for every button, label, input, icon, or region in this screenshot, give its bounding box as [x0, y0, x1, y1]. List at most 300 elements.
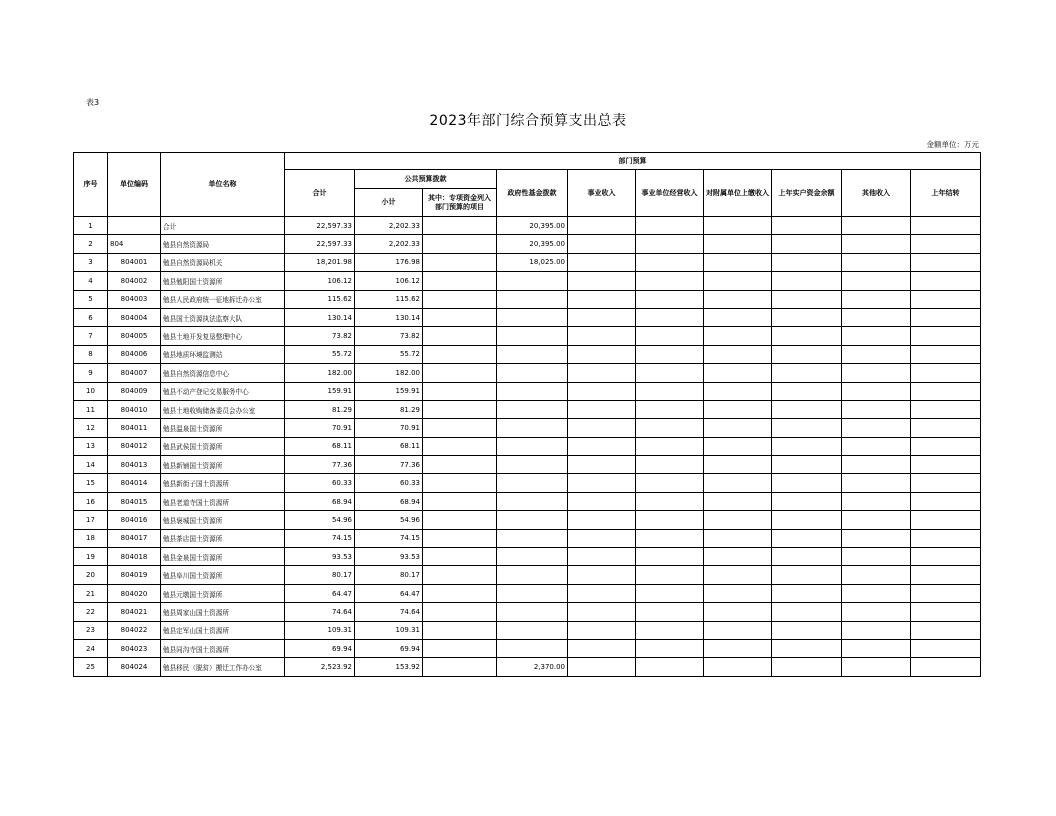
cell-subtotal: 81.29	[355, 400, 423, 418]
cell-business-income	[568, 621, 636, 639]
cell-unit-code: 804012	[108, 437, 161, 455]
cell-seq: 24	[74, 639, 108, 657]
cell-special-funds	[423, 529, 497, 547]
cell-unit-name: 勉县自然资源信息中心	[161, 364, 285, 382]
cell-unit-code: 804004	[108, 308, 161, 326]
cell-gov-fund: 20,395.00	[497, 217, 568, 235]
cell-prior-carryover	[911, 290, 981, 308]
cell-seq: 21	[74, 584, 108, 602]
cell-business-income	[568, 364, 636, 382]
cell-business-income	[568, 474, 636, 492]
cell-seq: 10	[74, 382, 108, 400]
cell-unit-name: 勉县自然资源局机关	[161, 253, 285, 271]
cell-total: 93.53	[285, 548, 355, 566]
cell-unit-name: 勉县阜川国土资源所	[161, 566, 285, 584]
cell-business-operating	[636, 511, 704, 529]
header-other-income: 其他收入	[842, 170, 911, 217]
cell-seq: 19	[74, 548, 108, 566]
cell-business-operating	[636, 566, 704, 584]
cell-special-funds	[423, 474, 497, 492]
cell-unit-name: 勉县新铺国土资源所	[161, 456, 285, 474]
cell-other-income	[842, 364, 911, 382]
cell-prior-year-balance	[772, 400, 842, 418]
cell-prior-carryover	[911, 217, 981, 235]
cell-total: 70.91	[285, 419, 355, 437]
cell-seq: 22	[74, 603, 108, 621]
cell-prior-carryover	[911, 308, 981, 326]
cell-unit-code	[108, 217, 161, 235]
cell-subtotal: 2,202.33	[355, 217, 423, 235]
cell-affiliated-income	[704, 621, 772, 639]
cell-special-funds	[423, 272, 497, 290]
cell-unit-code: 804007	[108, 364, 161, 382]
cell-unit-name: 勉县武侯国土资源所	[161, 437, 285, 455]
cell-unit-name: 勉县移民（脱贫）搬迁工作办公室	[161, 658, 285, 676]
cell-affiliated-income	[704, 364, 772, 382]
cell-affiliated-income	[704, 566, 772, 584]
cell-unit-code: 804013	[108, 456, 161, 474]
cell-prior-carryover	[911, 621, 981, 639]
cell-prior-year-balance	[772, 584, 842, 602]
cell-gov-fund	[497, 511, 568, 529]
cell-other-income	[842, 456, 911, 474]
cell-unit-name: 勉县温泉国土资源所	[161, 419, 285, 437]
table-row	[74, 364, 981, 382]
cell-total: 130.14	[285, 308, 355, 326]
cell-special-funds	[423, 639, 497, 657]
cell-gov-fund: 20,395.00	[497, 235, 568, 253]
cell-business-operating	[636, 639, 704, 657]
cell-affiliated-income	[704, 456, 772, 474]
cell-subtotal: 60.33	[355, 474, 423, 492]
cell-prior-year-balance	[772, 235, 842, 253]
cell-subtotal: 73.82	[355, 327, 423, 345]
cell-affiliated-income	[704, 327, 772, 345]
cell-gov-fund	[497, 474, 568, 492]
cell-prior-year-balance	[772, 217, 842, 235]
cell-prior-year-balance	[772, 327, 842, 345]
header-prior-year-balance: 上年实户资金余额	[772, 170, 842, 217]
cell-prior-year-balance	[772, 382, 842, 400]
cell-affiliated-income	[704, 437, 772, 455]
cell-business-operating	[636, 382, 704, 400]
cell-unit-name: 勉县人民政府统一征地拆迁办公室	[161, 290, 285, 308]
cell-other-income	[842, 382, 911, 400]
cell-subtotal: 130.14	[355, 308, 423, 326]
header-prior-carryover: 上年结转	[911, 170, 981, 217]
cell-affiliated-income	[704, 584, 772, 602]
header-seq: 序号	[74, 153, 108, 217]
cell-prior-year-balance	[772, 419, 842, 437]
cell-prior-carryover	[911, 511, 981, 529]
cell-total: 2,523.92	[285, 658, 355, 676]
table-row	[74, 400, 981, 418]
cell-unit-name: 勉县勉阳国土资源所	[161, 272, 285, 290]
cell-prior-year-balance	[772, 308, 842, 326]
cell-prior-carryover	[911, 658, 981, 676]
cell-business-income	[568, 658, 636, 676]
cell-gov-fund: 18,025.00	[497, 253, 568, 271]
cell-affiliated-income	[704, 253, 772, 271]
table-row	[74, 345, 981, 363]
cell-special-funds	[423, 382, 497, 400]
cell-prior-year-balance	[772, 548, 842, 566]
cell-business-income	[568, 566, 636, 584]
cell-total: 68.94	[285, 492, 355, 510]
cell-unit-name: 勉县自然资源局	[161, 235, 285, 253]
cell-unit-code: 804020	[108, 584, 161, 602]
cell-other-income	[842, 253, 911, 271]
cell-prior-carryover	[911, 566, 981, 584]
cell-subtotal: 176.98	[355, 253, 423, 271]
cell-other-income	[842, 272, 911, 290]
cell-total: 182.00	[285, 364, 355, 382]
cell-unit-name: 勉县老道寺国土资源所	[161, 492, 285, 510]
cell-subtotal: 54.96	[355, 511, 423, 529]
cell-gov-fund	[497, 272, 568, 290]
cell-affiliated-income	[704, 511, 772, 529]
cell-gov-fund	[497, 327, 568, 345]
cell-prior-carryover	[911, 272, 981, 290]
cell-total: 109.31	[285, 621, 355, 639]
cell-prior-year-balance	[772, 492, 842, 510]
cell-other-income	[842, 308, 911, 326]
cell-affiliated-income	[704, 345, 772, 363]
cell-unit-name: 勉县新街子国土资源所	[161, 474, 285, 492]
cell-special-funds	[423, 290, 497, 308]
cell-special-funds	[423, 308, 497, 326]
cell-special-funds	[423, 364, 497, 382]
cell-business-income	[568, 419, 636, 437]
cell-business-income	[568, 290, 636, 308]
cell-other-income	[842, 658, 911, 676]
cell-affiliated-income	[704, 400, 772, 418]
cell-gov-fund	[497, 364, 568, 382]
cell-affiliated-income	[704, 529, 772, 547]
cell-prior-carryover	[911, 235, 981, 253]
cell-business-operating	[636, 308, 704, 326]
cell-other-income	[842, 217, 911, 235]
table-row	[74, 511, 981, 529]
cell-subtotal: 115.62	[355, 290, 423, 308]
cell-other-income	[842, 603, 911, 621]
cell-business-operating	[636, 217, 704, 235]
cell-special-funds	[423, 419, 497, 437]
cell-subtotal: 77.36	[355, 456, 423, 474]
cell-prior-year-balance	[772, 511, 842, 529]
cell-gov-fund	[497, 492, 568, 510]
cell-unit-code: 804011	[108, 419, 161, 437]
cell-business-income	[568, 217, 636, 235]
cell-subtotal: 55.72	[355, 345, 423, 363]
cell-unit-code: 804014	[108, 474, 161, 492]
cell-business-income	[568, 492, 636, 510]
cell-subtotal: 64.47	[355, 584, 423, 602]
header-subtotal: 小计	[355, 189, 423, 217]
cell-subtotal: 80.17	[355, 566, 423, 584]
cell-other-income	[842, 290, 911, 308]
cell-gov-fund	[497, 290, 568, 308]
cell-affiliated-income	[704, 639, 772, 657]
cell-other-income	[842, 492, 911, 510]
cell-unit-code: 804003	[108, 290, 161, 308]
cell-seq: 17	[74, 511, 108, 529]
cell-unit-code: 804018	[108, 548, 161, 566]
cell-subtotal: 70.91	[355, 419, 423, 437]
cell-other-income	[842, 621, 911, 639]
cell-seq: 20	[74, 566, 108, 584]
cell-prior-year-balance	[772, 474, 842, 492]
cell-special-funds	[423, 327, 497, 345]
cell-prior-year-balance	[772, 290, 842, 308]
cell-other-income	[842, 511, 911, 529]
cell-total: 73.82	[285, 327, 355, 345]
cell-unit-name: 勉县元墩国土资源所	[161, 584, 285, 602]
cell-subtotal: 74.15	[355, 529, 423, 547]
cell-special-funds	[423, 345, 497, 363]
cell-seq: 7	[74, 327, 108, 345]
page-title: 2023年部门综合预算支出总表	[429, 113, 627, 129]
cell-seq: 15	[74, 474, 108, 492]
cell-business-operating	[636, 437, 704, 455]
table-row	[74, 217, 981, 235]
cell-total: 69.94	[285, 639, 355, 657]
cell-prior-year-balance	[772, 529, 842, 547]
cell-unit-code: 804002	[108, 272, 161, 290]
cell-gov-fund	[497, 529, 568, 547]
cell-prior-year-balance	[772, 566, 842, 584]
cell-prior-carryover	[911, 327, 981, 345]
cell-prior-carryover	[911, 253, 981, 271]
cell-total: 74.15	[285, 529, 355, 547]
cell-unit-code: 804016	[108, 511, 161, 529]
cell-prior-year-balance	[772, 437, 842, 455]
cell-special-funds	[423, 437, 497, 455]
cell-business-operating	[636, 658, 704, 676]
cell-business-income	[568, 529, 636, 547]
header-gov-fund: 政府性基金拨款	[497, 170, 568, 217]
cell-affiliated-income	[704, 492, 772, 510]
cell-business-income	[568, 511, 636, 529]
cell-business-operating	[636, 290, 704, 308]
cell-total: 106.12	[285, 272, 355, 290]
cell-gov-fund	[497, 345, 568, 363]
cell-prior-carryover	[911, 456, 981, 474]
table-row	[74, 566, 981, 584]
table-row	[74, 308, 981, 326]
cell-business-operating	[636, 272, 704, 290]
budget-table	[73, 152, 981, 677]
cell-other-income	[842, 400, 911, 418]
cell-special-funds	[423, 400, 497, 418]
cell-gov-fund	[497, 566, 568, 584]
cell-other-income	[842, 548, 911, 566]
cell-prior-year-balance	[772, 621, 842, 639]
header-public-budget: 公共预算拨款	[355, 170, 497, 189]
cell-seq: 25	[74, 658, 108, 676]
cell-prior-carryover	[911, 548, 981, 566]
cell-unit-name: 勉县周家山国土资源所	[161, 603, 285, 621]
cell-business-income	[568, 639, 636, 657]
cell-prior-year-balance	[772, 658, 842, 676]
cell-unit-code: 804001	[108, 253, 161, 271]
cell-other-income	[842, 327, 911, 345]
cell-gov-fund	[497, 584, 568, 602]
cell-affiliated-income	[704, 658, 772, 676]
cell-prior-carryover	[911, 474, 981, 492]
cell-other-income	[842, 639, 911, 657]
cell-prior-year-balance	[772, 253, 842, 271]
cell-subtotal: 182.00	[355, 364, 423, 382]
cell-business-operating	[636, 345, 704, 363]
cell-unit-name: 勉县定军山国土资源所	[161, 621, 285, 639]
cell-other-income	[842, 566, 911, 584]
cell-subtotal: 109.31	[355, 621, 423, 639]
cell-subtotal: 159.91	[355, 382, 423, 400]
cell-prior-carryover	[911, 584, 981, 602]
table-row	[74, 272, 981, 290]
cell-seq: 1	[74, 217, 108, 235]
cell-total: 115.62	[285, 290, 355, 308]
header-total: 合计	[285, 170, 355, 217]
cell-prior-carryover	[911, 437, 981, 455]
cell-seq: 2	[74, 235, 108, 253]
cell-business-income	[568, 456, 636, 474]
cell-business-operating	[636, 548, 704, 566]
cell-total: 55.72	[285, 345, 355, 363]
cell-seq: 11	[74, 400, 108, 418]
cell-business-operating	[636, 584, 704, 602]
cell-business-operating	[636, 456, 704, 474]
cell-special-funds	[423, 511, 497, 529]
cell-seq: 8	[74, 345, 108, 363]
cell-seq: 6	[74, 308, 108, 326]
cell-unit-name: 勉县褒城国土资源所	[161, 511, 285, 529]
cell-prior-carryover	[911, 419, 981, 437]
unit-note: 金额单位：万元	[926, 140, 979, 149]
cell-total: 81.29	[285, 400, 355, 418]
table-row	[74, 603, 981, 621]
cell-special-funds	[423, 217, 497, 235]
cell-gov-fund	[497, 400, 568, 418]
cell-unit-name: 勉县土地开发复垦整理中心	[161, 327, 285, 345]
table-row	[74, 584, 981, 602]
cell-other-income	[842, 529, 911, 547]
cell-special-funds	[423, 603, 497, 621]
cell-business-operating	[636, 621, 704, 639]
cell-total: 77.36	[285, 456, 355, 474]
cell-special-funds	[423, 621, 497, 639]
cell-total: 22,597.33	[285, 217, 355, 235]
header-dept-budget: 部门预算	[285, 153, 981, 170]
cell-unit-code: 804	[108, 235, 161, 253]
header-unit-name: 单位名称	[161, 153, 285, 217]
cell-subtotal: 68.94	[355, 492, 423, 510]
header-affiliated-income: 对附属单位上缴收入	[704, 170, 772, 217]
cell-business-income	[568, 382, 636, 400]
header-special-funds: 其中：专项资金列入部门预算的项目	[423, 189, 497, 217]
cell-seq: 16	[74, 492, 108, 510]
cell-gov-fund	[497, 639, 568, 657]
cell-unit-code: 804022	[108, 621, 161, 639]
cell-seq: 14	[74, 456, 108, 474]
cell-unit-code: 804021	[108, 603, 161, 621]
cell-special-funds	[423, 235, 497, 253]
table-row	[74, 290, 981, 308]
cell-prior-carryover	[911, 382, 981, 400]
cell-affiliated-income	[704, 548, 772, 566]
cell-seq: 4	[74, 272, 108, 290]
table-row	[74, 658, 981, 676]
cell-prior-year-balance	[772, 639, 842, 657]
cell-seq: 12	[74, 419, 108, 437]
cell-unit-code: 804024	[108, 658, 161, 676]
cell-total: 60.33	[285, 474, 355, 492]
cell-total: 80.17	[285, 566, 355, 584]
cell-affiliated-income	[704, 603, 772, 621]
table-row	[74, 474, 981, 492]
cell-unit-name: 勉县国土资源执法监察大队	[161, 308, 285, 326]
table-row	[74, 419, 981, 437]
cell-affiliated-income	[704, 382, 772, 400]
table-row	[74, 253, 981, 271]
cell-unit-code: 804019	[108, 566, 161, 584]
cell-gov-fund	[497, 456, 568, 474]
cell-special-funds	[423, 566, 497, 584]
cell-unit-code: 804005	[108, 327, 161, 345]
cell-special-funds	[423, 584, 497, 602]
cell-gov-fund	[497, 308, 568, 326]
cell-business-income	[568, 327, 636, 345]
table-row	[74, 492, 981, 510]
cell-gov-fund	[497, 621, 568, 639]
cell-unit-code: 804023	[108, 639, 161, 657]
cell-unit-name: 勉县茶店国土资源所	[161, 529, 285, 547]
cell-business-operating	[636, 327, 704, 345]
cell-prior-carryover	[911, 492, 981, 510]
cell-prior-year-balance	[772, 456, 842, 474]
cell-affiliated-income	[704, 308, 772, 326]
cell-business-operating	[636, 400, 704, 418]
cell-unit-code: 804010	[108, 400, 161, 418]
cell-subtotal: 2,202.33	[355, 235, 423, 253]
table-row	[74, 639, 981, 657]
table-row	[74, 437, 981, 455]
cell-business-income	[568, 345, 636, 363]
cell-business-operating	[636, 529, 704, 547]
cell-subtotal: 69.94	[355, 639, 423, 657]
table-body	[74, 217, 981, 677]
cell-business-income	[568, 400, 636, 418]
cell-total: 68.11	[285, 437, 355, 455]
cell-unit-code: 804009	[108, 382, 161, 400]
cell-affiliated-income	[704, 217, 772, 235]
cell-unit-name: 勉县地质环境监测站	[161, 345, 285, 363]
cell-prior-carryover	[911, 639, 981, 657]
cell-total: 64.47	[285, 584, 355, 602]
header-business-income: 事业收入	[568, 170, 636, 217]
cell-business-operating	[636, 235, 704, 253]
cell-affiliated-income	[704, 272, 772, 290]
cell-unit-name: 勉县土地收购储备委员会办公室	[161, 400, 285, 418]
cell-seq: 13	[74, 437, 108, 455]
cell-special-funds	[423, 548, 497, 566]
table-row	[74, 548, 981, 566]
cell-business-income	[568, 308, 636, 326]
cell-business-income	[568, 253, 636, 271]
cell-prior-year-balance	[772, 364, 842, 382]
cell-business-operating	[636, 474, 704, 492]
